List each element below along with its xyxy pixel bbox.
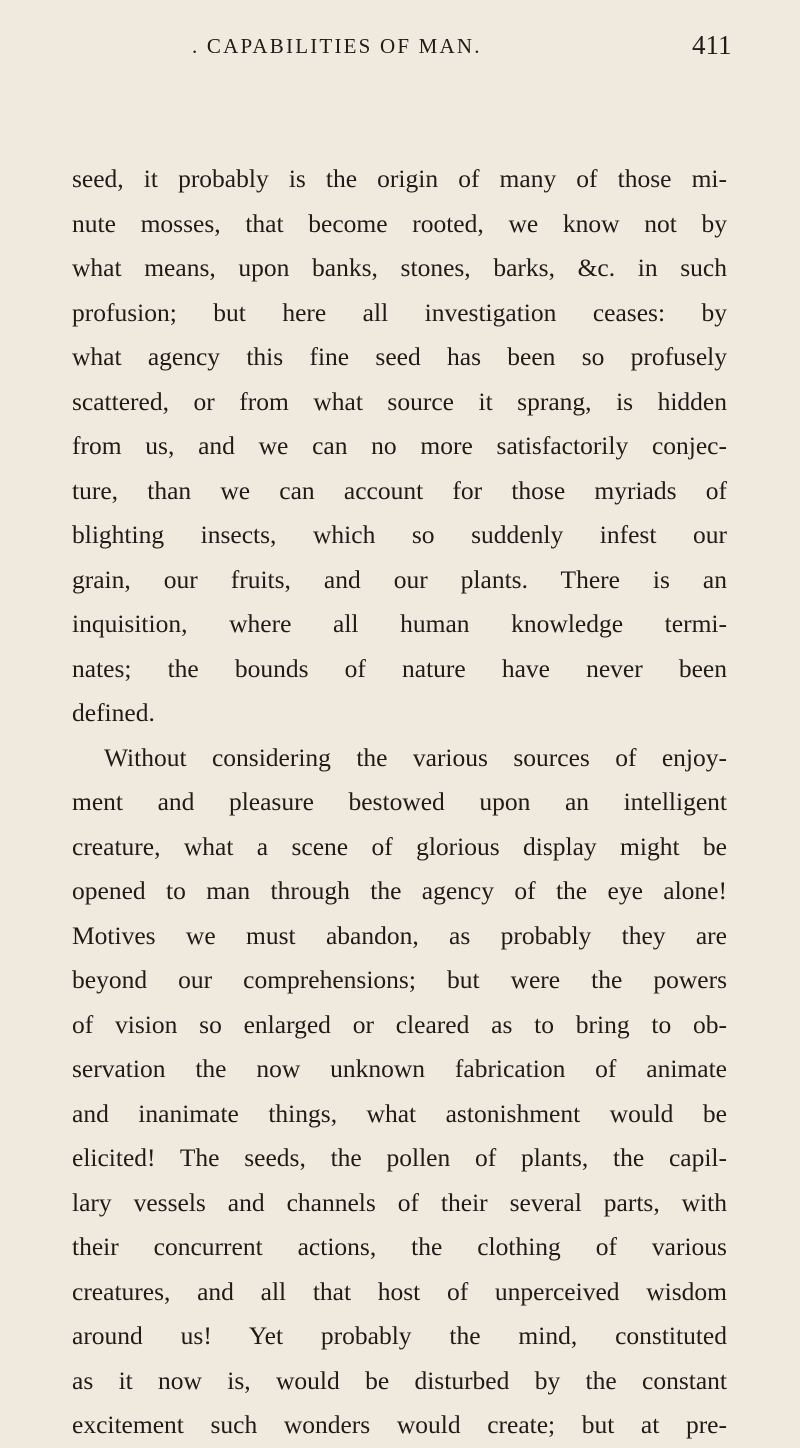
paragraph-start-line: Without considering the various sources of enjoy- [104,742,727,772]
text-line: grain, our fruits, and our plants. There is an [72,564,727,594]
text-line: creature, what a scene of glorious display might be [72,831,727,861]
text-line: opened to man through the agency of the eye alone! [72,876,727,905]
text-line: servation the now unknown fabrication of animate [72,1054,727,1083]
text-line: what agency this fine seed has been so profusely [72,342,727,371]
text-line: beyond our comprehensions; but were the powers [72,965,727,994]
text-line: from us, and we can no more satisfactorily conjec- [72,431,727,460]
body-text [72,157,727,1448]
text-line: blighting insects, which so suddenly infest our [72,520,727,549]
text-line: excitement such wonders would create; but at pre- [72,1410,727,1439]
text-line: profusion; but here all investigation ceases: by [72,297,727,327]
text-line: inquisition, where all human knowledge termi- [72,609,727,638]
text-line: their concurrent actions, the clothing of various [72,1232,727,1261]
text-line: ment and pleasure bestowed upon an intelligent [72,787,727,816]
text-line: what means, upon banks, stones, barks, &c. in such [72,253,727,282]
running-head [0,20,800,70]
text-line: nates; the bounds of nature have never been [72,653,727,683]
running-title: . CAPABILITIES OF MAN. [192,34,482,58]
text-line: lary vessels and channels of their several parts, with [72,1187,727,1217]
text-line: Motives we must abandon, as probably they are [72,920,727,950]
text-line: as it now is, would be disturbed by the constant [72,1365,727,1395]
text-line: ture, than we can account for those myriads of [72,475,727,505]
page-number: 411 [692,30,732,60]
text-line: of vision so enlarged or cleared as to bring to ob- [72,1009,727,1039]
text-line: creatures, and all that host of unperceived wisdom [72,1276,727,1306]
text-line: nute mosses, that become rooted, we know not by [72,208,727,238]
text-line: around us! Yet probably the mind, constituted [72,1321,727,1350]
text-line: seed, it probably is the origin of many of those mi- [72,164,727,193]
paragraph-end-line: defined. [72,698,155,727]
text-line: and inanimate things, what astonishment would be [72,1098,727,1128]
text-line: elicited! The seeds, the pollen of plants, the capil- [72,1143,727,1172]
text-line: scattered, or from what source it sprang, is hidden [72,386,727,416]
